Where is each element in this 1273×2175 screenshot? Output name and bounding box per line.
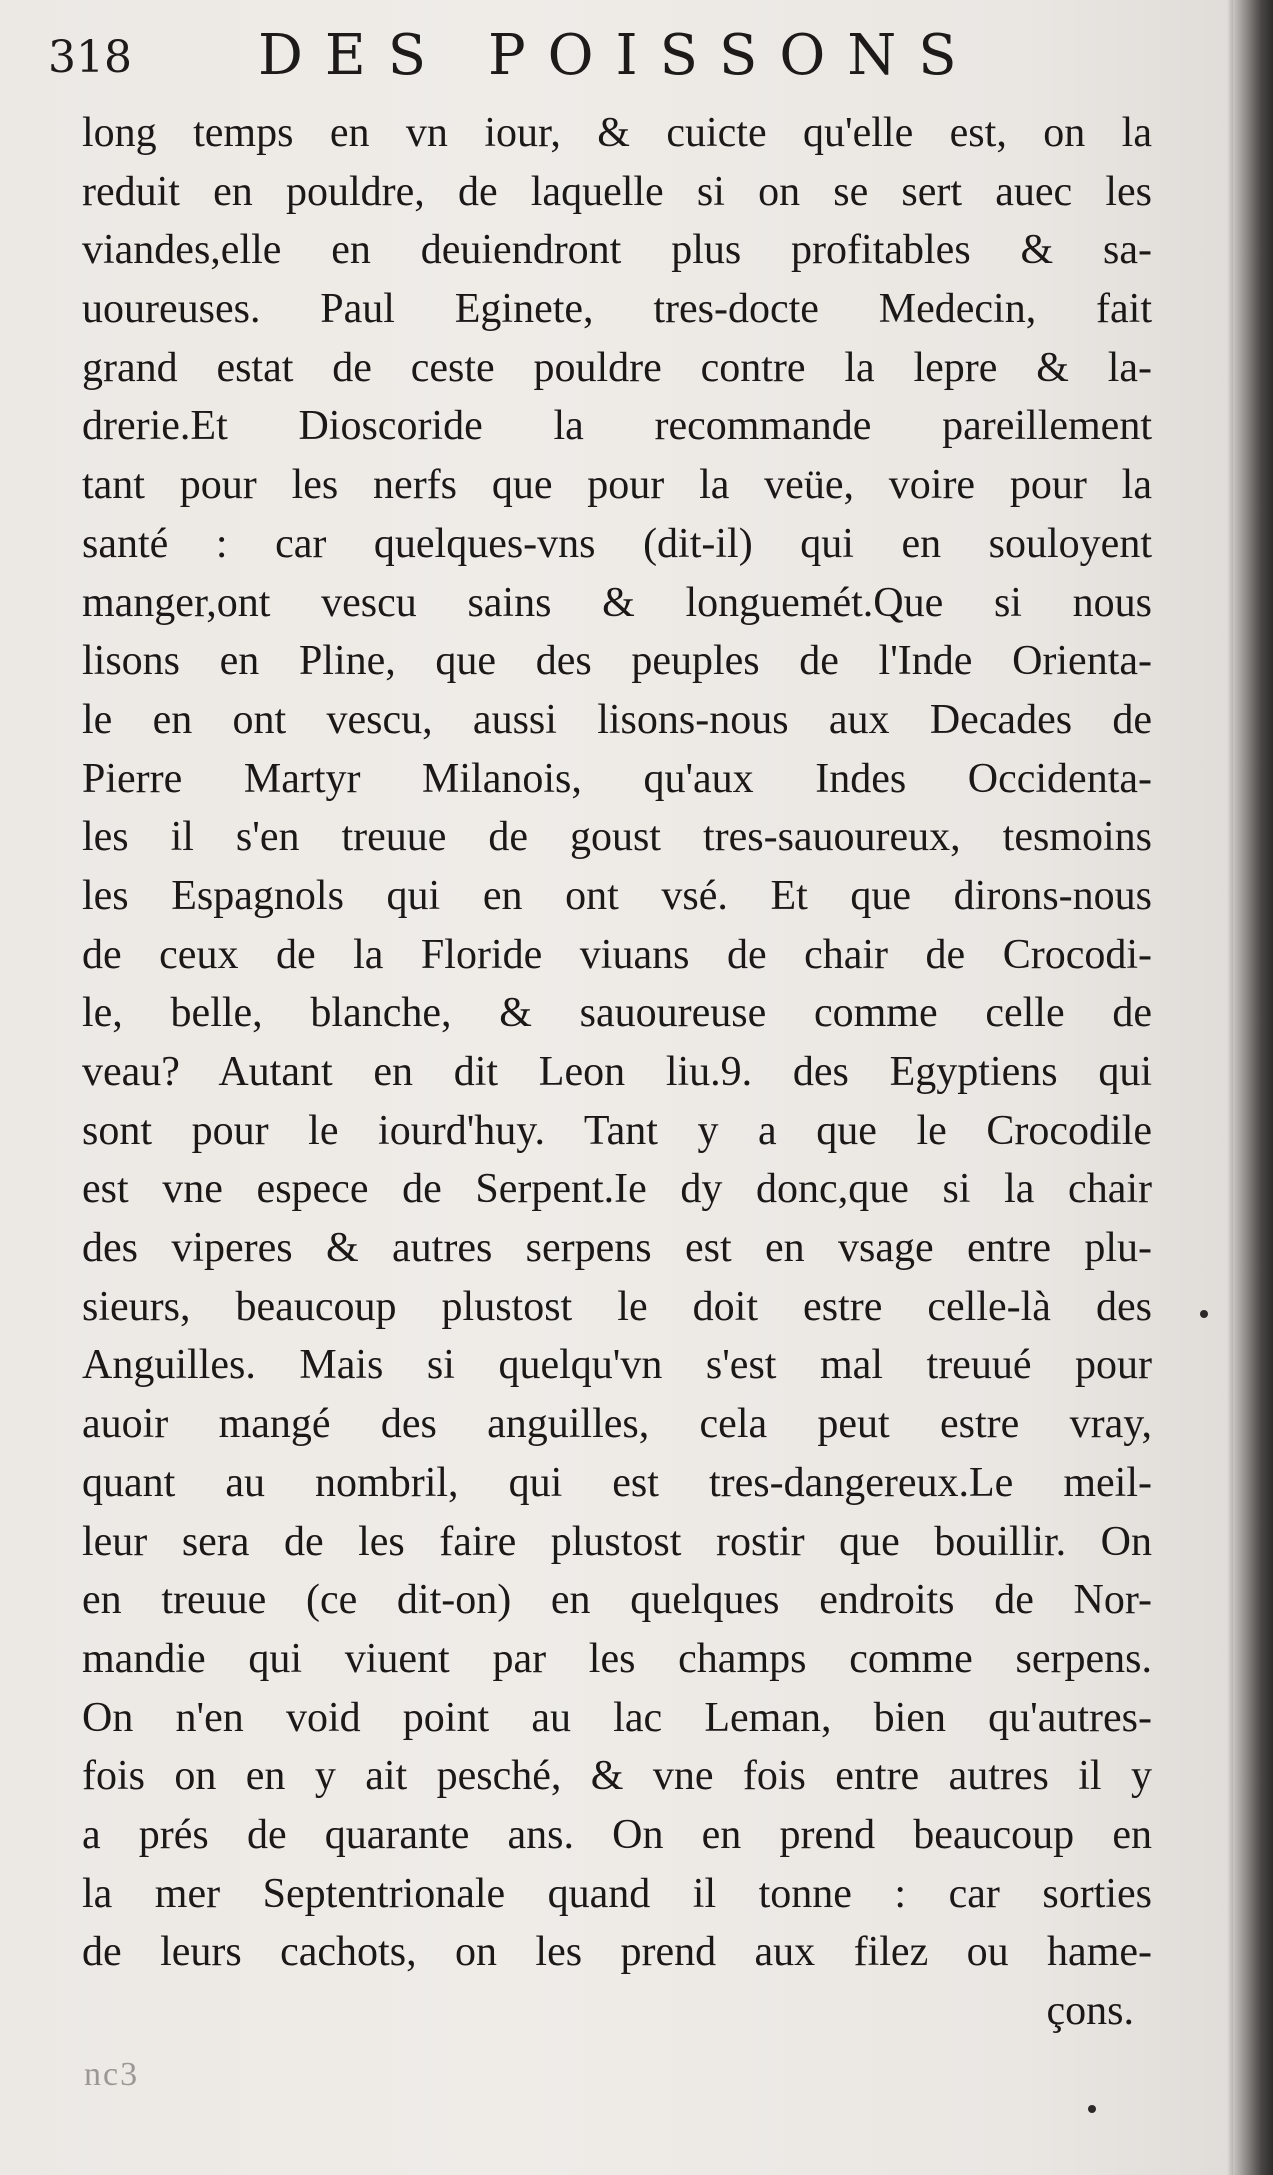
- text-line: drerie.Et Dioscoride la recommande pareillement: [82, 403, 1152, 450]
- text-line: a prés de quarante ans. On en prend beaucoup en: [82, 1811, 1152, 1858]
- text-line: çons.: [1046, 1988, 1134, 2034]
- text-line: fois on en y ait pesché, & vne fois entre autres il y: [82, 1753, 1152, 1800]
- ink-speck: [1200, 1310, 1208, 1318]
- text-line: quant au nombril, qui est tres-dangereux.Le meil-: [82, 1459, 1152, 1506]
- signature-mark: nc3: [84, 2056, 140, 2093]
- text-line: manger,ont vescu sains & longuemét.Que si nous: [82, 579, 1152, 626]
- text-line: Pierre Martyr Milanois, qu'aux Indes Occidenta-: [82, 755, 1152, 802]
- text-line: On n'en void point au lac Leman, bien qu'autres-: [82, 1694, 1152, 1741]
- text-line: sont pour le iourd'huy. Tant y a que le Crocodile: [82, 1107, 1152, 1154]
- text-line: en treuue (ce dit-on) en quelques endroits de Nor-: [82, 1577, 1152, 1624]
- text-line: reduit en pouldre, de laquelle si on se sert auec les: [82, 168, 1152, 215]
- text-line: sieurs, beaucoup plustost le doit estre celle-là des: [82, 1283, 1152, 1330]
- text-line: grand estat de ceste pouldre contre la lepre & la-: [82, 344, 1152, 391]
- page-number: 318: [48, 32, 132, 83]
- text-line: viandes,elle en deuiendront plus profitables & sa-: [82, 227, 1152, 274]
- text-line: les Espagnols qui en ont vsé. Et que dirons-nous: [82, 872, 1152, 919]
- page-header: [48, 22, 1188, 102]
- text-line: des viperes & autres serpens est en vsage entre plu-: [82, 1225, 1152, 1272]
- text-line: Anguilles. Mais si quelqu'vn s'est mal treuué pour: [82, 1342, 1152, 1389]
- text-line: leur sera de les faire plustost rostir que bouillir. On: [82, 1518, 1152, 1565]
- text-line: est vne espece de Serpent.Ie dy donc,que si la chair: [82, 1166, 1152, 1213]
- text-line: de leurs cachots, on les prend aux filez ou hame-: [82, 1929, 1152, 1976]
- text-line: santé : car quelques-vns (dit-il) qui en souloyent: [82, 520, 1152, 567]
- text-line: lisons en Pline, que des peuples de l'Inde Orienta-: [82, 638, 1152, 685]
- ink-speck: [1088, 2105, 1096, 2113]
- text-line: le en ont vescu, aussi lisons-nous aux Decades de: [82, 696, 1152, 743]
- text-line: long temps en vn iour, & cuicte qu'elle est, on la: [82, 110, 1152, 156]
- text-line: la mer Septentrionale quand il tonne : car sorties: [82, 1870, 1152, 1917]
- running-head: DES POISSONS: [258, 23, 979, 88]
- text-line: de ceux de la Floride viuans de chair de Crocodi-: [82, 931, 1152, 978]
- text-line: veau? Autant en dit Leon liu.9. des Egyptiens qui: [82, 1049, 1152, 1095]
- text-line: mandie qui viuent par les champs comme serpens.: [82, 1635, 1152, 1682]
- text-line: les il s'en treuue de goust tres-sauoureux, tesmoins: [82, 814, 1152, 861]
- body-text: [82, 104, 1152, 2041]
- book-spine: [1233, 0, 1273, 2175]
- text-line: uoureuses. Paul Eginete, tres-docte Medecin, fait: [82, 286, 1152, 333]
- text-line: tant pour les nerfs que pour la veüe, voire pour la: [82, 462, 1152, 509]
- text-line: auoir mangé des anguilles, cela peut estre vray,: [82, 1401, 1152, 1448]
- text-line: le, belle, blanche, & sauoureuse comme celle de: [82, 990, 1152, 1037]
